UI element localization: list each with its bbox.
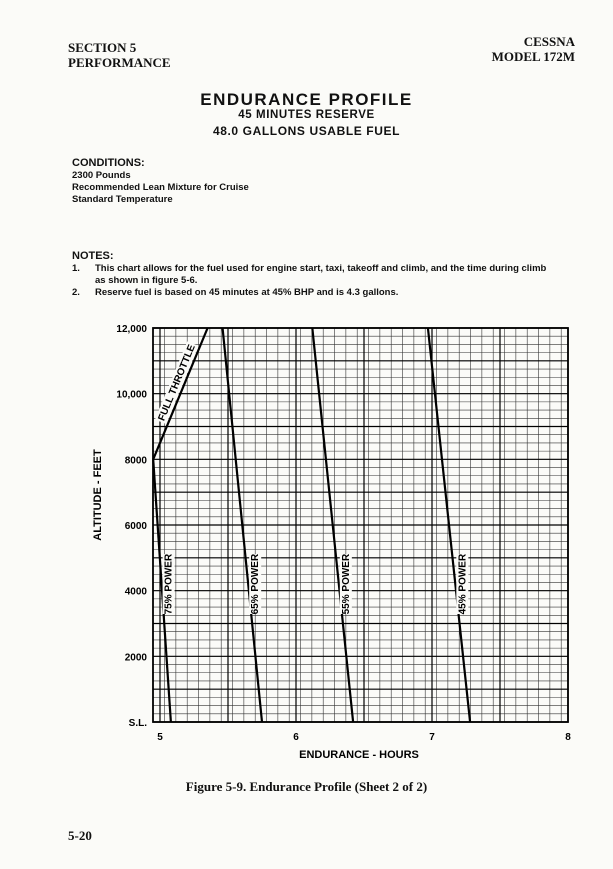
y-tick-label: 10,000 bbox=[116, 389, 147, 401]
condition-item: Recommended Lean Mixture for Cruise bbox=[72, 182, 249, 193]
subsection-label: PERFORMANCE bbox=[68, 55, 171, 70]
series-label: 65% POWER bbox=[250, 553, 262, 615]
y-tick-label: 8000 bbox=[124, 455, 147, 467]
notes-heading: NOTES: bbox=[72, 250, 114, 262]
x-tick-label: 6 bbox=[293, 732, 299, 743]
note-text: Reserve fuel is based on 45 minutes at 45% BHP and is 4.3 gallons. bbox=[95, 287, 399, 298]
y-tick-label: 4000 bbox=[124, 586, 147, 598]
y-tick-label: 2000 bbox=[124, 652, 147, 664]
condition-item: Standard Temperature bbox=[72, 194, 173, 205]
y-axis-label: ALTITUDE - FEET bbox=[92, 449, 104, 541]
page-title: ENDURANCE PROFILE bbox=[200, 90, 413, 109]
series-label: 55% POWER bbox=[340, 553, 352, 615]
y-tick-label: 6000 bbox=[124, 521, 147, 532]
page-subtitle-fuel: 48.0 GALLONS USABLE FUEL bbox=[212, 124, 401, 138]
note-number: 2. bbox=[72, 287, 80, 298]
note-text: This chart allows for the fuel used for engine start, taxi, takeoff and climb, and the time during climb as shown in figure 5-6. bbox=[95, 263, 547, 286]
model-label: MODEL 172M bbox=[491, 49, 575, 64]
x-tick-label: 8 bbox=[565, 732, 571, 743]
brand-label: CESSNA bbox=[523, 34, 575, 49]
y-tick-label: 12,000 bbox=[116, 324, 147, 335]
note-number: 1. bbox=[72, 263, 80, 274]
x-tick-label: 7 bbox=[429, 732, 435, 743]
grid-major bbox=[153, 328, 568, 722]
x-axis-label: ENDURANCE - HOURS bbox=[299, 749, 419, 761]
conditions-heading: CONDITIONS: bbox=[72, 157, 145, 169]
series-label: 45% POWER bbox=[457, 553, 469, 615]
x-tick-label: 5 bbox=[157, 732, 163, 743]
condition-item: 2300 Pounds bbox=[72, 170, 131, 181]
section-label: SECTION 5 bbox=[68, 40, 137, 55]
y-tick-label: S.L. bbox=[128, 718, 147, 729]
figure-caption: Figure 5-9. Endurance Profile (Sheet 2 of 2) bbox=[185, 779, 428, 794]
series-label: FULL THROTTLE bbox=[156, 343, 198, 423]
page-subtitle-reserve: 45 MINUTES RESERVE bbox=[238, 109, 375, 121]
series-label: 75% POWER bbox=[163, 553, 175, 615]
page-number: 5-20 bbox=[68, 828, 92, 843]
